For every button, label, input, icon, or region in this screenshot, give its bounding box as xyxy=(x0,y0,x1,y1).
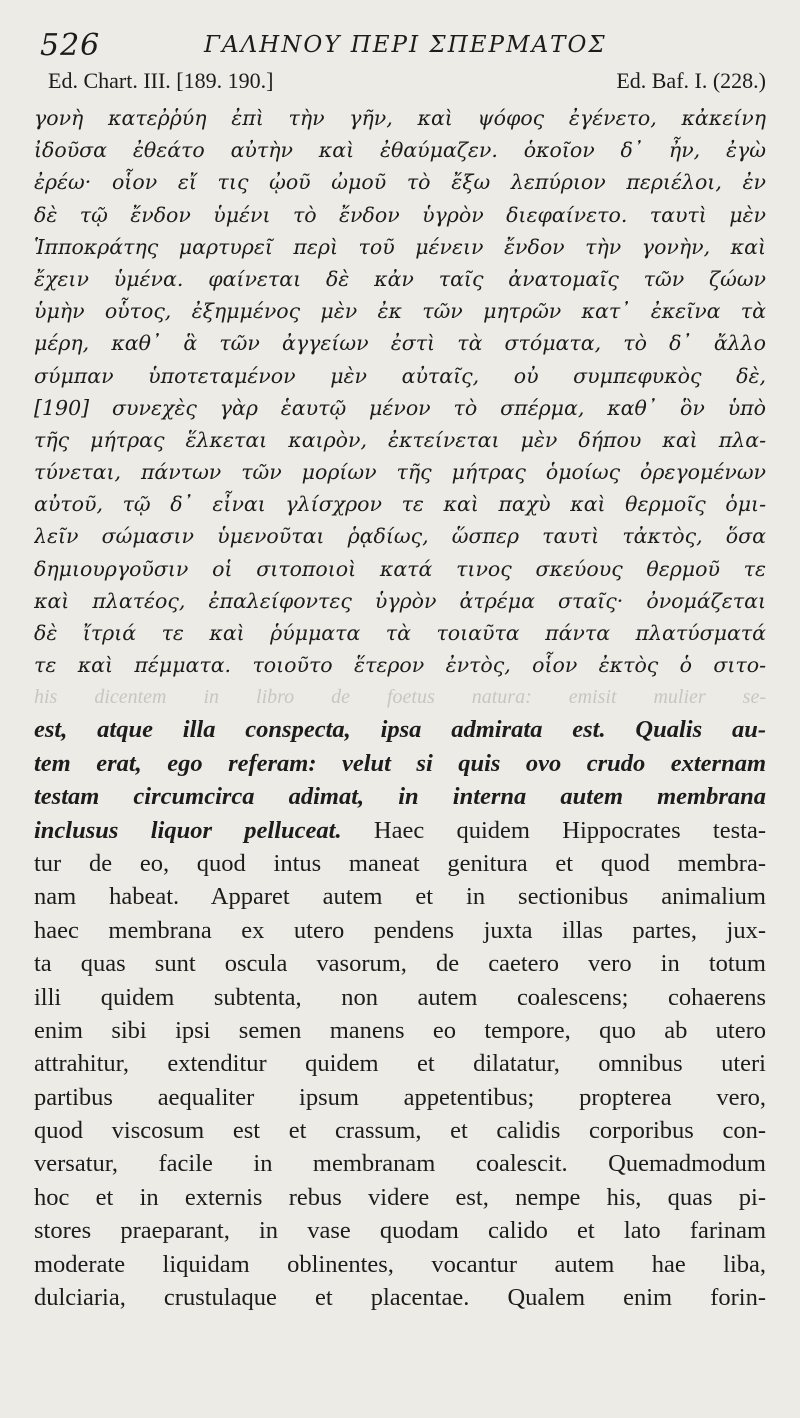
latin-text-line xyxy=(34,780,766,813)
latin-roman-segment: quod viscosum est et crassum, et calidis corporibus con- xyxy=(34,1117,766,1145)
greek-text-line: Ἱπποκράτης μαρτυρεῖ περὶ τοῦ μένειν ἔνδον τὴν γονὴν, καὶ xyxy=(34,234,766,259)
greek-text-line: δὲ τῷ ἔνδον ὑμένι τὸ ἔνδον ὑγρὸν διεφαίνετο. ταυτὶ μὲν xyxy=(34,202,766,227)
latin-text-line xyxy=(34,880,766,913)
greek-text-line: καὶ πλατέος, ἐπαλείφοντες ὑγρὸν ἀτρέμα σταῖς· ὀνομάζεται xyxy=(34,588,766,613)
running-title: ΓΑΛΗΝΟΥ ΠΕΡΙ ΣΠΕΡΜΑΤΟΣ xyxy=(204,32,607,58)
latin-text-line xyxy=(34,747,766,780)
running-head xyxy=(34,28,766,68)
latin-italic-segment: tem erat, ego referam: velut si quis ovo crudo externam xyxy=(34,749,766,777)
greek-text-line: σύμπαν ὑποτεταμένον μὲν αὐταῖς, οὐ συμπεφυκὸς δὲ, xyxy=(34,363,766,388)
latin-text-line xyxy=(34,1214,766,1247)
latin-text-line xyxy=(34,947,766,980)
latin-text-line xyxy=(34,1147,766,1180)
greek-text-line: αὐτοῦ, τῷ δ᾽ εἶναι γλίσχρον τε καὶ παχὺ καὶ θερμοῖς ὁμι- xyxy=(34,492,766,517)
latin-text-line xyxy=(34,1114,766,1147)
greek-text-line: τε καὶ πέμματα. τοιοῦτο ἕτερον ἐντὸς, οἷον ἐκτὸς ὁ σιτο- xyxy=(34,653,766,678)
edition-reference-chartier: Ed. Chart. III. [189. 190.] xyxy=(48,68,274,93)
page-number: 526 xyxy=(40,28,101,63)
latin-roman-segment: enim sibi ipsi semen manens eo tempore, quo ab utero xyxy=(34,1016,766,1044)
latin-italic-segment: est, atque illa conspecta, ipsa admirata est. Qualis au- xyxy=(34,716,766,744)
greek-text-line: λεῖν σώμασιν ὑμενοῦται ῥᾳδίως, ὥσπερ ταυτὶ τἀκτὸς, ὅσα xyxy=(34,524,766,549)
latin-text-line xyxy=(34,1248,766,1281)
latin-text-line xyxy=(34,1047,766,1080)
latin-italic-segment: testam circumcirca adimat, in interna autem membrana xyxy=(34,783,766,811)
greek-text-line: τῆς μήτρας ἕλκεται καιρὸν, ἐκτείνεται μὲν δήπου καὶ πλα- xyxy=(34,427,766,452)
greek-text-line: [190] συνεχὲς γὰρ ἑαυτῷ μένον τὸ σπέρμα, καθ᾽ ὃν ὑπὸ xyxy=(34,395,766,420)
latin-roman-segment: versatur, facile in membranam coalescit. Quemadmodum xyxy=(34,1150,766,1178)
latin-text-line xyxy=(34,713,766,746)
latin-roman-segment: attrahitur, extenditur quidem et dilatatur, omnibus uteri xyxy=(34,1050,766,1078)
edition-reference-line xyxy=(34,68,766,100)
latin-roman-segment: hoc et in externis rebus videre est, nempe his, quas pi- xyxy=(34,1183,766,1211)
latin-italic-segment: inclusus liquor pelluceat. xyxy=(34,816,342,844)
greek-text-line: δὲ ἴτριά τε καὶ ῥύμματα τὰ τοιαῦτα πάντα πλατύσματά xyxy=(34,621,766,645)
latin-text-line xyxy=(34,847,766,880)
greek-text-line: γονὴ κατεῤῥύη ἐπὶ τὴν γῆν, καὶ ψόφος ἐγένετο, κἀκείνη xyxy=(34,106,766,130)
latin-roman-segment: Haec quidem Hippocrates testa- xyxy=(341,816,766,844)
greek-text-line: ἰδοῦσα ἐθεάτο αὐτὴν καὶ ἐθαύμαζεν. ὁκοῖον δ᾽ ἦν, ἐγὼ xyxy=(34,138,766,163)
greek-text-line: ἔχειν ὑμένα. φαίνεται δὲ κἀν ταῖς ἀνατομαῖς τῶν ζώων xyxy=(34,266,766,291)
show-through-line: his dicentem in libro de foetus natura: emisit mulier se- xyxy=(34,686,766,709)
latin-text-block xyxy=(34,713,766,1314)
latin-text-line xyxy=(34,1081,766,1114)
greek-text-line: μέρη, καθ᾽ ἃ τῶν ἀγγείων ἐστὶ τὰ στόματα, τὸ δ᾽ ἄλλο xyxy=(34,331,766,356)
greek-text-block xyxy=(34,102,766,681)
latin-roman-segment: partibus aequaliter ipsum appetentibus; propterea vero, xyxy=(34,1083,766,1111)
greek-text-line: δημιουργοῦσιν οἱ σιτοποιοὶ κατά τινος σκεύους θερμοῦ τε xyxy=(34,556,766,581)
latin-text-line xyxy=(34,981,766,1014)
latin-roman-segment: haec membrana ex utero pendens juxta illas partes, jux- xyxy=(34,916,766,944)
latin-text-line xyxy=(34,814,766,847)
latin-roman-segment: stores praeparant, in vase quodam calido et lato farinam xyxy=(34,1217,766,1245)
latin-roman-segment: illi quidem subtenta, non autem coalescens; cohaerens xyxy=(34,983,766,1011)
latin-text-line xyxy=(34,1181,766,1214)
edition-reference-basel: Ed. Baf. I. (228.) xyxy=(616,68,766,93)
greek-text-line: τύνεται, πάντων τῶν μορίων τῆς μήτρας ὁμοίως ὀρεγομένων xyxy=(34,460,766,485)
latin-roman-segment: dulciaria, crustulaque et placentae. Qualem enim forin- xyxy=(34,1284,766,1312)
latin-text-line xyxy=(34,914,766,947)
latin-roman-segment: tur de eo, quod intus maneat genitura et quod membra- xyxy=(34,849,766,877)
latin-roman-segment: nam habeat. Apparet autem et in sectionibus animalium xyxy=(34,883,766,911)
greek-text-line: ὑμὴν οὗτος, ἐξημμένος μὲν ἐκ τῶν μητρῶν κατ᾽ ἐκεῖνα τὰ xyxy=(34,299,766,324)
latin-roman-segment: moderate liquidam oblinentes, vocantur autem hae liba, xyxy=(34,1250,766,1278)
latin-text-line xyxy=(34,1014,766,1047)
latin-text-line xyxy=(34,1281,766,1314)
greek-text-line: ἐρέω· οἷον εἴ τις ᾠοῦ ὠμοῦ τὸ ἔξω λεπύριον περιέλοι, ἐν xyxy=(34,170,766,195)
latin-roman-segment: ta quas sunt oscula vasorum, de caetero vero in totum xyxy=(34,950,766,978)
